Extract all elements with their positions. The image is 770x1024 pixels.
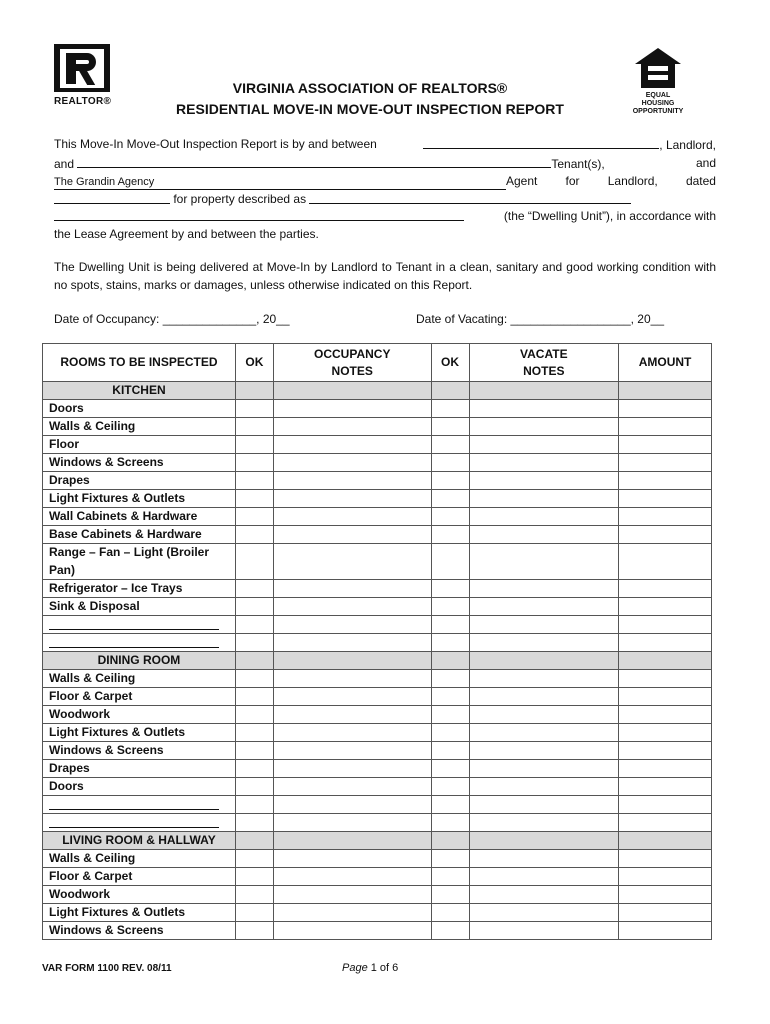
amount-cell[interactable] <box>619 472 712 490</box>
condition-paragraph: The Dwelling Unit is being delivered at Move-In by Landlord to Tenant in a clean, sanitary and good working condition with no spots, stains, marks or damages, unless otherwise indicated on this Report. <box>54 260 716 292</box>
ok-vacate-cell[interactable] <box>431 741 469 759</box>
intro-text: and <box>54 156 75 171</box>
occupancy-notes-cell[interactable] <box>273 472 431 490</box>
room-item-label: Refrigerator – Ice Trays <box>43 580 236 598</box>
vacate-notes-cell[interactable] <box>469 723 619 741</box>
intro-text: the Lease Agreement by and between the parties. <box>54 226 319 241</box>
ok-occupancy-cell[interactable] <box>235 580 273 598</box>
title-line-2: RESIDENTIAL MOVE-IN MOVE-OUT INSPECTION REPORT <box>176 101 564 117</box>
custom-room-field[interactable] <box>43 795 236 813</box>
header-rooms: ROOMS TO BE INSPECTED <box>43 344 236 382</box>
ok-vacate-cell[interactable] <box>431 813 469 831</box>
occupancy-notes-cell[interactable] <box>273 616 431 634</box>
ok-vacate-cell[interactable] <box>431 633 469 651</box>
room-item-label: Wall Cabinets & Hardware <box>43 508 236 526</box>
room-item-label: Base Cabinets & Hardware <box>43 526 236 544</box>
ok-vacate-cell[interactable] <box>431 580 469 598</box>
intro-text: Landlord, <box>607 174 658 188</box>
ok-vacate-cell[interactable] <box>431 490 469 508</box>
ok-occupancy-cell[interactable] <box>235 741 273 759</box>
table-row <box>43 544 712 580</box>
room-item-label: Light Fixtures & Outlets <box>43 490 236 508</box>
realtor-logo-icon <box>54 44 110 92</box>
table-row <box>43 436 712 454</box>
intro-text: , Landlord, <box>659 138 716 152</box>
vacate-notes-cell[interactable] <box>469 705 619 723</box>
section-label: KITCHEN <box>43 382 236 400</box>
vacate-notes-cell[interactable] <box>469 454 619 472</box>
amount-cell[interactable] <box>619 508 712 526</box>
vacate-notes-cell[interactable] <box>469 436 619 454</box>
ok-occupancy-cell[interactable] <box>235 903 273 921</box>
table-row <box>43 777 712 795</box>
room-item-label: Windows & Screens <box>43 454 236 472</box>
amount-cell[interactable] <box>619 490 712 508</box>
ok-vacate-cell[interactable] <box>431 669 469 687</box>
ok-occupancy-cell[interactable] <box>235 418 273 436</box>
occupancy-notes-cell[interactable] <box>273 454 431 472</box>
vacate-notes-cell[interactable] <box>469 526 619 544</box>
amount-cell[interactable] <box>619 598 712 616</box>
ok-vacate-cell[interactable] <box>431 777 469 795</box>
intro-text: dated <box>685 174 716 188</box>
amount-cell[interactable] <box>619 544 712 580</box>
table-row <box>43 400 712 418</box>
vacate-notes-cell[interactable] <box>469 472 619 490</box>
ok-occupancy-cell[interactable] <box>235 598 273 616</box>
table-row <box>43 867 712 885</box>
intro-text: for <box>565 174 580 188</box>
equal-housing-house-icon <box>633 46 683 90</box>
occupancy-notes-cell[interactable] <box>273 598 431 616</box>
date-of-occupancy: Date of Occupancy: ______________, 20__ <box>54 312 290 326</box>
custom-room-field[interactable] <box>43 616 236 634</box>
intro-text: Agent <box>506 174 538 188</box>
document-title <box>140 78 600 120</box>
occupancy-notes-cell[interactable] <box>273 903 431 921</box>
ok-vacate-cell[interactable] <box>431 921 469 939</box>
ok-vacate-cell[interactable] <box>431 705 469 723</box>
equal-housing-logo <box>629 46 687 116</box>
ok-occupancy-cell[interactable] <box>235 885 273 903</box>
inspection-table <box>42 343 712 940</box>
amount-cell[interactable] <box>619 885 712 903</box>
amount-cell[interactable] <box>619 849 712 867</box>
vacate-notes-cell[interactable] <box>469 813 619 831</box>
ok-vacate-cell[interactable] <box>431 759 469 777</box>
amount-cell[interactable] <box>619 741 712 759</box>
amount-cell[interactable] <box>619 669 712 687</box>
amount-cell[interactable] <box>619 436 712 454</box>
room-item-label: Woodwork <box>43 885 236 903</box>
table-row-blank <box>43 795 712 813</box>
intro-text: (the “Dwelling Unit”), in accordance with <box>503 209 716 223</box>
vacate-notes-cell[interactable] <box>469 903 619 921</box>
eho-line-2: OPPORTUNITY <box>632 108 684 115</box>
room-item-label: Walls & Ceiling <box>43 669 236 687</box>
room-item-label: Floor <box>43 436 236 454</box>
occupancy-notes-cell[interactable] <box>273 418 431 436</box>
ok-occupancy-cell[interactable] <box>235 759 273 777</box>
amount-cell[interactable] <box>619 687 712 705</box>
custom-room-field[interactable] <box>43 633 236 651</box>
ok-vacate-cell[interactable] <box>431 508 469 526</box>
amount-cell[interactable] <box>619 759 712 777</box>
ok-occupancy-cell[interactable] <box>235 849 273 867</box>
room-item-label: Range – Fan – Light (Broiler Pan) <box>43 544 236 580</box>
ok-occupancy-cell[interactable] <box>235 454 273 472</box>
ok-occupancy-cell[interactable] <box>235 436 273 454</box>
amount-cell[interactable] <box>619 777 712 795</box>
intro-text: and <box>695 155 716 170</box>
vacate-notes-cell[interactable] <box>469 598 619 616</box>
amount-cell[interactable] <box>619 867 712 885</box>
vacate-notes-cell[interactable] <box>469 687 619 705</box>
amount-cell[interactable] <box>619 454 712 472</box>
room-item-label: Floor & Carpet <box>43 687 236 705</box>
room-item-label: Doors <box>43 400 236 418</box>
ok-vacate-cell[interactable] <box>431 867 469 885</box>
room-item-label: Sink & Disposal <box>43 598 236 616</box>
occupancy-notes-cell[interactable] <box>273 508 431 526</box>
table-row <box>43 921 712 939</box>
ok-occupancy-cell[interactable] <box>235 813 273 831</box>
ok-vacate-cell[interactable] <box>431 687 469 705</box>
table-header-row <box>43 344 712 382</box>
ok-vacate-cell[interactable] <box>431 885 469 903</box>
occupancy-notes-cell[interactable] <box>273 633 431 651</box>
room-item-label: Drapes <box>43 472 236 490</box>
vacate-notes-cell[interactable] <box>469 741 619 759</box>
ok-vacate-cell[interactable] <box>431 616 469 634</box>
intro-paragraph <box>54 136 716 243</box>
occupancy-notes-cell[interactable] <box>273 759 431 777</box>
amount-cell[interactable] <box>619 795 712 813</box>
header-vacate-notes: VACATE NOTES <box>469 344 619 382</box>
amount-cell[interactable] <box>619 526 712 544</box>
date-field[interactable] <box>54 191 170 204</box>
ok-vacate-cell[interactable] <box>431 436 469 454</box>
vacate-notes-cell[interactable] <box>469 580 619 598</box>
eho-line-1: EQUAL HOUSING <box>641 92 675 107</box>
ok-vacate-cell[interactable] <box>431 849 469 867</box>
table-row <box>43 454 712 472</box>
agency-name-field[interactable]: The Grandin Agency <box>54 176 506 190</box>
vacate-notes-cell[interactable] <box>469 418 619 436</box>
occupancy-notes-cell[interactable] <box>273 669 431 687</box>
amount-cell[interactable] <box>619 616 712 634</box>
realtor-mark: REALTOR® <box>54 96 112 107</box>
room-item-label: Windows & Screens <box>43 741 236 759</box>
ok-occupancy-cell[interactable] <box>235 921 273 939</box>
table-row-blank <box>43 633 712 651</box>
occupancy-notes-cell[interactable] <box>273 885 431 903</box>
title-line-1: VIRGINIA ASSOCIATION OF REALTORS® <box>232 80 508 96</box>
table-row <box>43 885 712 903</box>
occupancy-notes-cell[interactable] <box>273 705 431 723</box>
ok-vacate-cell[interactable] <box>431 544 469 580</box>
ok-occupancy-cell[interactable] <box>235 616 273 634</box>
amount-cell[interactable] <box>619 921 712 939</box>
amount-cell[interactable] <box>619 903 712 921</box>
room-item-label: Doors <box>43 777 236 795</box>
amount-cell[interactable] <box>619 723 712 741</box>
amount-cell[interactable] <box>619 705 712 723</box>
ok-vacate-cell[interactable] <box>431 795 469 813</box>
vacate-notes-cell[interactable] <box>469 508 619 526</box>
ok-occupancy-cell[interactable] <box>235 723 273 741</box>
vacate-notes-cell[interactable] <box>469 867 619 885</box>
room-item-label: Walls & Ceiling <box>43 849 236 867</box>
room-item-label: Walls & Ceiling <box>43 418 236 436</box>
custom-room-field[interactable] <box>43 813 236 831</box>
table-row-blank <box>43 813 712 831</box>
ok-vacate-cell[interactable] <box>431 418 469 436</box>
ok-occupancy-cell[interactable] <box>235 544 273 580</box>
vacate-notes-cell[interactable] <box>469 795 619 813</box>
header-ok-occupancy: OK <box>235 344 273 382</box>
tenant-name-field[interactable] <box>77 155 551 168</box>
vacate-notes-cell[interactable] <box>469 616 619 634</box>
ok-occupancy-cell[interactable] <box>235 669 273 687</box>
date-of-vacating: Date of Vacating: __________________, 20__ <box>416 312 664 326</box>
occupancy-notes-cell[interactable] <box>273 687 431 705</box>
amount-cell[interactable] <box>619 580 712 598</box>
vacate-notes-cell[interactable] <box>469 777 619 795</box>
table-row <box>43 526 712 544</box>
header-occupancy-notes: OCCUPANCY NOTES <box>273 344 431 382</box>
ok-occupancy-cell[interactable] <box>235 472 273 490</box>
room-item-label: Floor & Carpet <box>43 867 236 885</box>
header-ok-vacate: OK <box>431 344 469 382</box>
room-item-label: Woodwork <box>43 705 236 723</box>
occupancy-notes-cell[interactable] <box>273 400 431 418</box>
table-row <box>43 580 712 598</box>
section-label: DINING ROOM <box>43 651 236 669</box>
ok-occupancy-cell[interactable] <box>235 867 273 885</box>
property-description-field-2[interactable] <box>54 208 464 221</box>
ok-occupancy-cell[interactable] <box>235 777 273 795</box>
table-row <box>43 741 712 759</box>
intro-text: This Move-In Move-Out Inspection Report is by and between <box>54 137 377 151</box>
table-row <box>43 723 712 741</box>
occupancy-notes-cell[interactable] <box>273 741 431 759</box>
table-row <box>43 705 712 723</box>
ok-occupancy-cell[interactable] <box>235 526 273 544</box>
ok-occupancy-cell[interactable] <box>235 795 273 813</box>
occupancy-notes-cell[interactable] <box>273 580 431 598</box>
room-item-label: Light Fixtures & Outlets <box>43 903 236 921</box>
ok-occupancy-cell[interactable] <box>235 490 273 508</box>
amount-cell[interactable] <box>619 813 712 831</box>
occupancy-notes-cell[interactable] <box>273 490 431 508</box>
ok-vacate-cell[interactable] <box>431 400 469 418</box>
table-row <box>43 903 712 921</box>
vacate-notes-cell[interactable] <box>469 544 619 580</box>
occupancy-notes-cell[interactable] <box>273 795 431 813</box>
occupancy-notes-cell[interactable] <box>273 813 431 831</box>
occupancy-notes-cell[interactable] <box>273 849 431 867</box>
ok-occupancy-cell[interactable] <box>235 687 273 705</box>
table-row <box>43 508 712 526</box>
section-row-kitchen <box>43 382 712 400</box>
vacate-notes-cell[interactable] <box>469 669 619 687</box>
vacate-notes-cell[interactable] <box>469 921 619 939</box>
amount-cell[interactable] <box>619 400 712 418</box>
amount-cell[interactable] <box>619 418 712 436</box>
vacate-notes-cell[interactable] <box>469 759 619 777</box>
table-row <box>43 472 712 490</box>
occupancy-notes-cell[interactable] <box>273 867 431 885</box>
table-row <box>43 849 712 867</box>
header-amount: AMOUNT <box>619 344 712 382</box>
ok-vacate-cell[interactable] <box>431 526 469 544</box>
room-item-label: Drapes <box>43 759 236 777</box>
ok-occupancy-cell[interactable] <box>235 400 273 418</box>
ok-occupancy-cell[interactable] <box>235 508 273 526</box>
vacate-notes-cell[interactable] <box>469 633 619 651</box>
table-row <box>43 490 712 508</box>
ok-occupancy-cell[interactable] <box>235 633 273 651</box>
occupancy-notes-cell[interactable] <box>273 921 431 939</box>
section-label: LIVING ROOM & HALLWAY <box>43 831 236 849</box>
occupancy-notes-cell[interactable] <box>273 777 431 795</box>
intro-text: Tenant(s), <box>551 156 605 171</box>
section-row-living <box>43 831 712 849</box>
table-row <box>43 669 712 687</box>
ok-vacate-cell[interactable] <box>431 454 469 472</box>
form-number: VAR FORM 1100 REV. 08/11 <box>42 963 172 974</box>
occupancy-notes-cell[interactable] <box>273 436 431 454</box>
table-row <box>43 759 712 777</box>
vacate-notes-cell[interactable] <box>469 849 619 867</box>
vacate-notes-cell[interactable] <box>469 400 619 418</box>
occupancy-notes-cell[interactable] <box>273 544 431 580</box>
table-row-blank <box>43 616 712 634</box>
amount-cell[interactable] <box>619 633 712 651</box>
ok-vacate-cell[interactable] <box>431 472 469 490</box>
ok-vacate-cell[interactable] <box>431 598 469 616</box>
vacate-notes-cell[interactable] <box>469 885 619 903</box>
ok-vacate-cell[interactable] <box>431 903 469 921</box>
property-description-field[interactable] <box>309 191 631 204</box>
landlord-name-field[interactable] <box>423 136 659 149</box>
occupancy-notes-cell[interactable] <box>273 526 431 544</box>
vacate-notes-cell[interactable] <box>469 490 619 508</box>
table-row <box>43 418 712 436</box>
table-row <box>43 598 712 616</box>
page-number: Page 1 of 6 <box>342 962 399 974</box>
section-row-dining <box>43 651 712 669</box>
ok-occupancy-cell[interactable] <box>235 705 273 723</box>
room-item-label: Windows & Screens <box>43 921 236 939</box>
intro-text: for property described as <box>173 191 307 206</box>
table-row <box>43 687 712 705</box>
occupancy-notes-cell[interactable] <box>273 723 431 741</box>
room-item-label: Light Fixtures & Outlets <box>43 723 236 741</box>
ok-vacate-cell[interactable] <box>431 723 469 741</box>
